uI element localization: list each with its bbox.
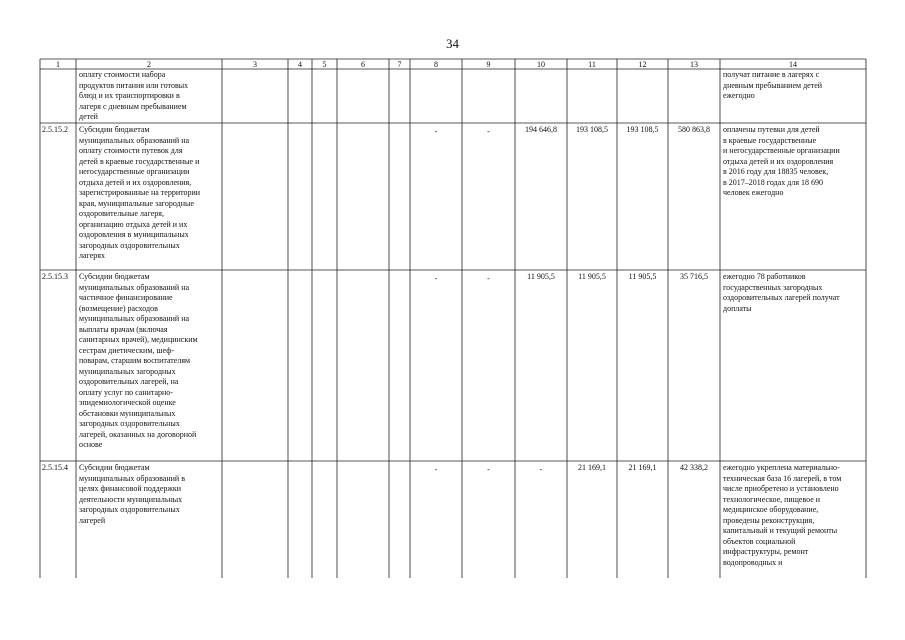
col-header-13: 13 <box>690 60 698 69</box>
col-header-14: 14 <box>789 60 797 69</box>
row-2-5-15-2-col11: 193 108,5 <box>576 125 608 134</box>
row-2-5-15-2-code: 2.5.15.2 <box>42 125 68 134</box>
row-2-5-15-4-col10: - <box>539 465 543 474</box>
col-header-7: 7 <box>397 60 402 69</box>
row-2-5-15-2-description: Субсидии бюджетам муниципальных образований на оплату стоимости путевок для детей в краевые государственные и негосударственные организации отдыха детей и их оздоровления, зарегистрированные на территории края, муниципальные загородные оздоровительные лагеря, организацию отдыха детей и их оздоровления в муниципальных загородных оздоровительных лагерях <box>79 125 201 260</box>
row-2-5-15-2-col8: - <box>434 127 438 136</box>
row-2-5-15-3-description: Субсидии бюджетам муниципальных образований на частичное финансирование (возмещение) расходов муниципальных образований на выплаты врачам (включая санитарных врачей), медицинским сестрам диетическим, шеф- поварам, старшим воспитателям муниципальных загородных оздоровительных лагерей, на оплату услуг по санитарно- эпидемиологической оценке обстановки муниципальных загородных оздоровительных лагерей, оказанных на договорной основе <box>79 272 198 449</box>
col-header-8: 8 <box>434 60 438 69</box>
col-header-6: 6 <box>361 60 365 69</box>
row-2-5-15-4-description: Субсидии бюджетам муниципальных образований в целях финансовой поддержки деятельности муниципальных загородных оздоровительных лагерей <box>79 463 185 525</box>
row-2-5-15-3-result: ежегодно 78 работников государственных загородных оздоровительных лагерей получат доплаты <box>723 272 840 313</box>
col-header-4: 4 <box>298 60 302 69</box>
row-2-5-15-3-col13: 35 716,5 <box>680 272 708 281</box>
row-2-5-15-3-col8: - <box>434 274 438 283</box>
row-2-5-15-2-result: оплачены путевки для детей в краевые государственные и негосударственные организации отдыха детей и их оздоровления в 2016 году для 18835 человек, в 2017–2018 годах для 18 690 человек ежегодно <box>723 125 840 197</box>
row-2-5-15-3-code: 2.5.15.3 <box>42 272 68 281</box>
row-2-5-15-4-result: ежегодно укреплена материально- техническая база 16 лагерей, в том числе приобретено и установлено технологическое, пищевое и медицинское оборудование, проведены реконструкция, капитальный и текущий ремонты объектов социальной инфраструктуры, ремонт водопроводных и <box>723 463 842 567</box>
row-2-5-15-2-col10: 194 646,8 <box>525 125 557 134</box>
row-2-5-15-4-code: 2.5.15.4 <box>42 463 68 472</box>
row-continuation-result: получат питание в лагерях с дневным пребыванием детей ежегодно <box>723 70 823 100</box>
row-2-5-15-2-col13: 580 863,8 <box>678 125 710 134</box>
row-2-5-15-3-col12: 11 905,5 <box>628 272 657 281</box>
row-2-5-15-4-col12: 21 169,1 <box>628 463 657 472</box>
col-header-12: 12 <box>638 60 647 69</box>
row-2-5-15-3-col9: - <box>487 274 490 283</box>
col-header-3: 3 <box>253 60 257 69</box>
row-2-5-15-3-col11: 11 905,5 <box>578 272 606 281</box>
col-header-5: 5 <box>322 60 327 69</box>
row-continuation-description: оплату стоимости набора продуктов питания или готовых блюд и их транспортировки в лагеря с дневным пребыванием детей <box>79 70 189 121</box>
row-2-5-15-2-col9: - <box>487 127 490 136</box>
col-header-10: 10 <box>537 60 545 69</box>
col-header-11: 11 <box>588 60 596 69</box>
col-header-1: 1 <box>56 60 60 69</box>
row-2-5-15-2-col12: 193 108,5 <box>626 125 659 134</box>
col-header-9: 9 <box>486 60 491 69</box>
row-2-5-15-3-col10: 11 905,5 <box>527 272 555 281</box>
page-number: 34 <box>446 36 459 51</box>
row-2-5-15-4-col8: - <box>434 465 438 474</box>
col-header-2: 2 <box>147 60 151 69</box>
row-2-5-15-4-col9: - <box>487 465 490 474</box>
row-2-5-15-4-col13: 42 338,2 <box>680 463 708 472</box>
row-2-5-15-4-col11: 21 169,1 <box>578 463 606 472</box>
